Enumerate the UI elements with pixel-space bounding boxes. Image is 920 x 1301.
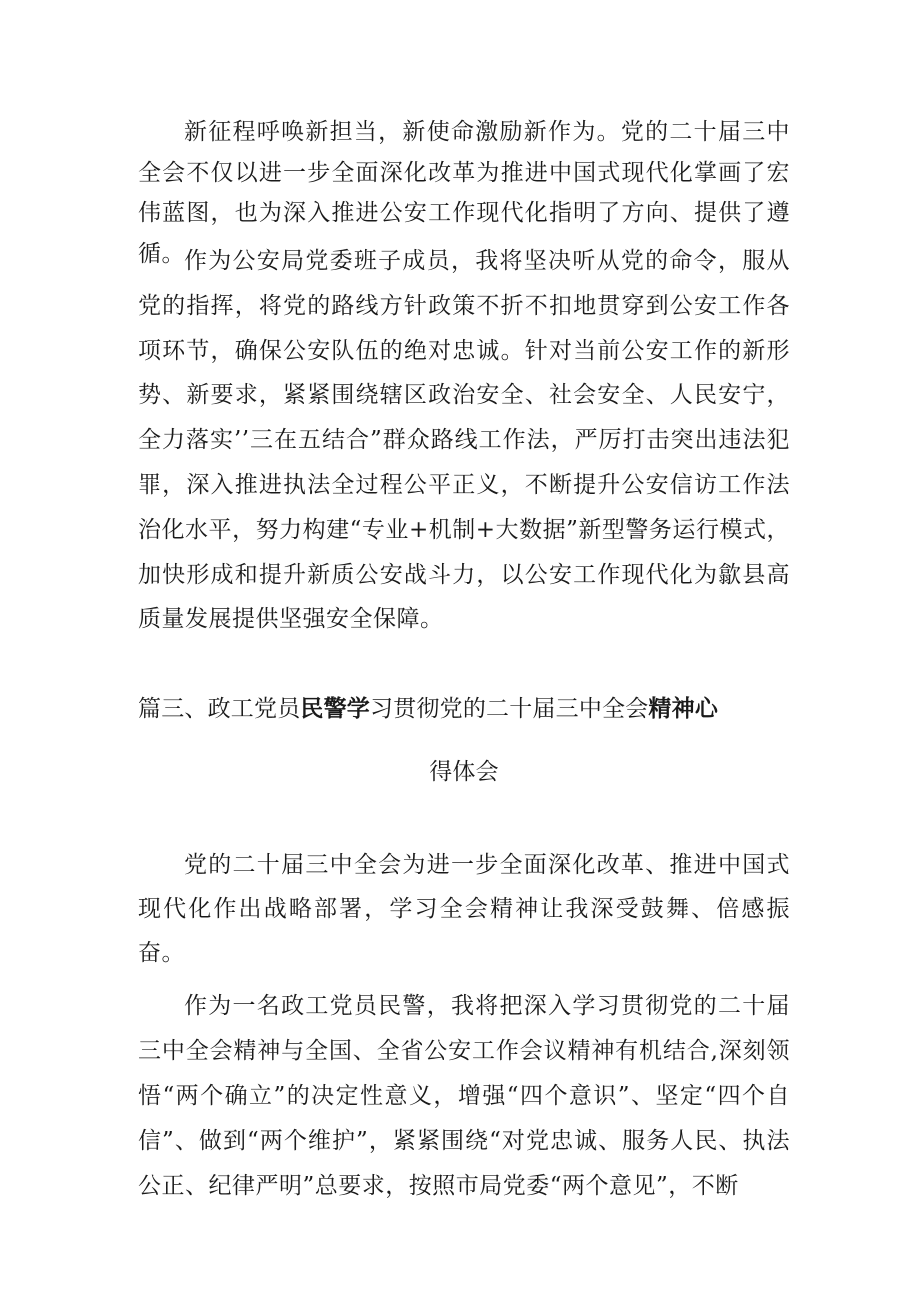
heading-segment-bold: 民警学 [300, 696, 371, 722]
paragraph-intro: 新征程呼唤新担当，新使命激励新作为。党的二十届三中全会不仅以进一步全面深化改革为推进中国式现代化掌画了宏伟蓝图，也为深入推进公安工作现代化指明了方向、提供了遵循。 [138, 119, 790, 267]
heading-segment-bold: 精神心 [648, 696, 719, 722]
paragraph-section3-body: 作为一名政工党员民警，我将把深入学习贯彻党的二十届三中全会精神与全国、全省公安工作会议精神有机结合,深刻领悟“两个确立”的决定性意义，增强“四个意识”、坚定“四个自信”、做到“两个维护”，紧紧围绕“对党忠诚、服务人民、执法公正、纪律严明”总要求，按照市局党委“两个意见”，不断 [138, 993, 790, 1199]
paragraph-commitment: 作为公安局党委班子成员，我将坚决听从党的命令，服从党的指挥，将党的路线方针政策不折不扣地贯穿到公安工作各项环节，确保公安队伍的绝对忠诚。针对当前公安工作的新形势、新要求，紧紧围绕辖区政治安全、社会安全、人民安宁，全力落实’’三在五结合”群众路线工作法，严厉打击突出违法犯罪，深入推进执法全过程公平正义，不断提升公安信访工作法治化水平，努力构建“专业+机制+大数据”新型警务运行模式，加快形成和提升新质公安战斗力，以公安工作现代化为歙县高质量发展提供坚强安全保障。 [138, 248, 790, 633]
paragraph-section3-intro: 党的二十届三中全会为进一步全面深化改革、推进中国式现代化作出战略部署，学习全会精神让我深受鼓舞、倍感振奋。 [138, 852, 790, 966]
section-heading [138, 690, 838, 723]
heading-segment: 篇三、政工党员 [138, 696, 301, 722]
heading-segment: 习贯彻党的二十届三中全会 [370, 696, 649, 722]
section-heading-line2: 得体会 [429, 759, 499, 785]
